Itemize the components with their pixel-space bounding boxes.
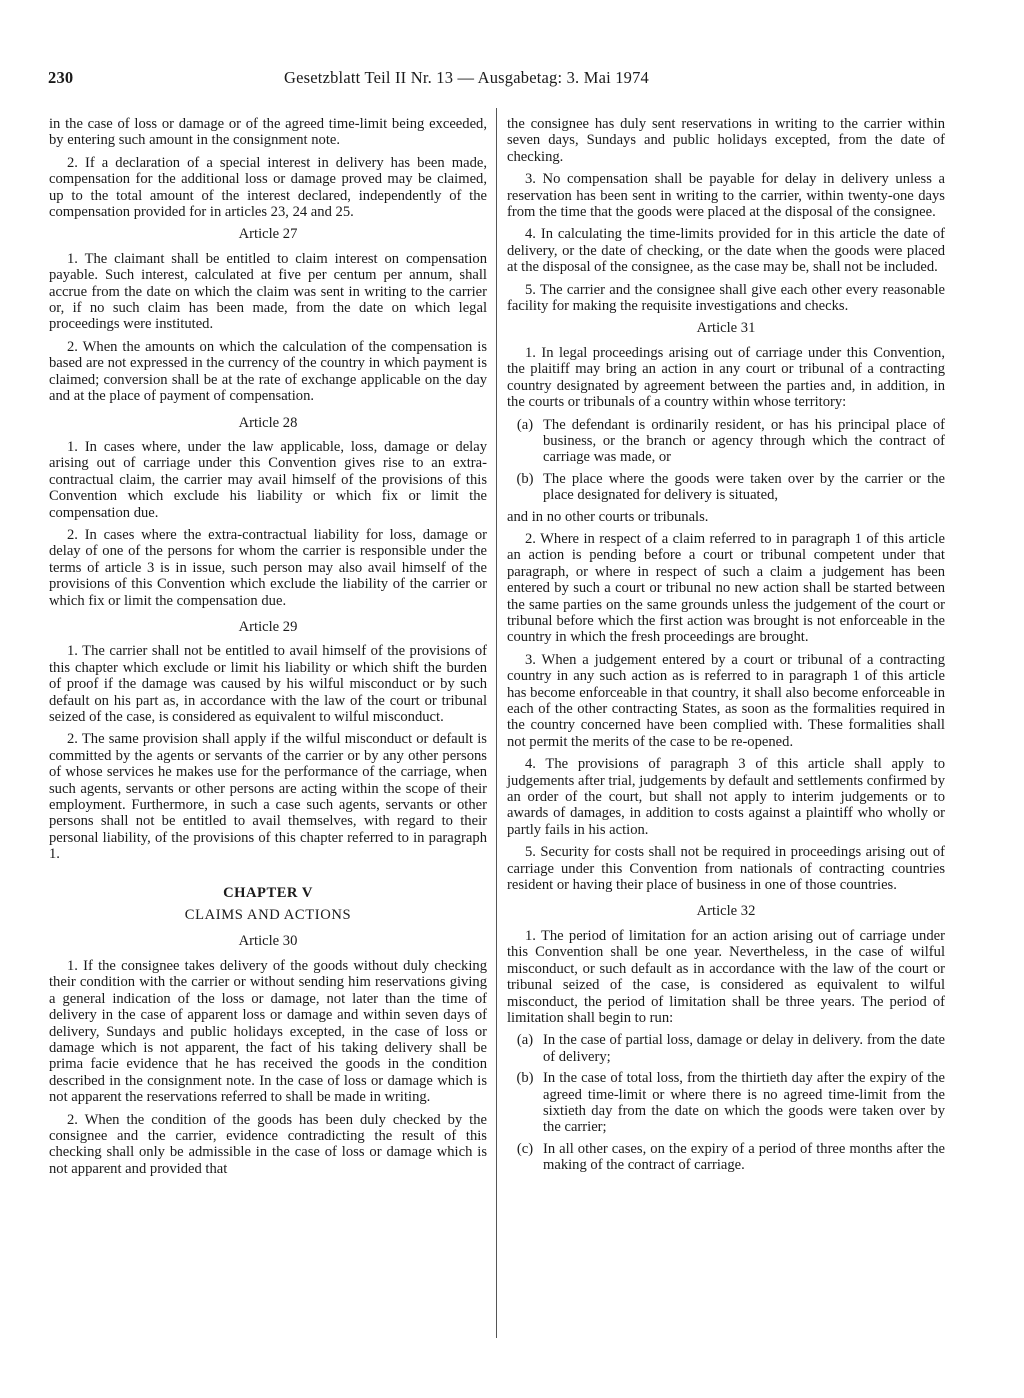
paragraph: 5. The carrier and the consignee shall give each other every reasonable facility for making the requisite investigations and checks. [507, 281, 945, 315]
list-text: In the case of total loss, from the thirtieth day after the expiry of the agreed time-limit or where there is no agreed time-limit from the sixtieth day from the date on which the goods were taken over by the carrier; [543, 1070, 945, 1136]
paragraph: 1. The carrier shall not be entitled to avail himself of the provisions of this chapter which exclude or limit his liability or which shift the burden of proof if the damage was caused by his wilful misconduct or by such default on his part as, in accordance with the law of the court or tribunal seized of the case, is considered as equivalent to wilful misconduct. [49, 643, 487, 725]
paragraph: 5. Security for costs shall not be required in proceedings arising out of carriage under this Convention from nationals of contracting countries resident or having their place of business in one of those countries. [507, 844, 945, 894]
paragraph: 1. In cases where, under the law applicable, loss, damage or delay arising out of carriage under this Convention gives rise to an extra-contractual claim, the carrier may avail himself of the provisions of this Convention which exclude his liability or which fix or limit the compensation due. [49, 438, 487, 521]
paragraph: 1. The period of limitation for an action arising out of carriage under this Convention shall be one year. Nevertheless, in the case of wilful misconduct, or such default as in accordance with the law of the court or tribunal seized of the case, is considered as equivalent to wilful misconduct, the period of limitation shall be three years. The period of limitation shall begin to run: [507, 927, 945, 1026]
paragraph: 2. The same provision shall apply if the wilful misconduct or default is committed by the agents or servants of the carrier or by any other persons of whose services he makes use for the performance of the carriage, when such agents, servants or other persons are acting within the scope of their employment. Furthermore, in such a case such agents, servants or other persons shall not be entitled to avail themselves, with regard to their personal liability, of the provisions of this chapter referred to in paragraph 1. [49, 731, 487, 863]
running-title: Gesetzblatt Teil II Nr. 13 — Ausgabetag: 3. Mai 1974 [284, 68, 649, 87]
article-heading: Article 28 [238, 414, 298, 431]
left-column [49, 116, 487, 1183]
list-item [507, 1141, 945, 1174]
column-divider [496, 108, 497, 1338]
list-label: (a) [516, 416, 534, 433]
list-label: (c) [516, 1140, 534, 1157]
paragraph: 4. The provisions of paragraph 3 of this article shall apply to judgements after trial, judgements by default and settlements confirmed by an order of the court, but shall not apply to interim judgements or to awards of damages, in addition to costs against a plaintiff who wholly or partly fails in his action. [507, 756, 945, 838]
article-heading: Article 30 [238, 933, 298, 950]
list-label: (a) [516, 1032, 534, 1049]
list-text: In all other cases, on the expiry of a period of three months after the making of the contract of carriage. [543, 1140, 945, 1174]
paragraph: 2. When the condition of the goods has been duly checked by the consignee and the carrier, evidence contradicting the result of this checking shall only be admissible in the case of loss or damage which is not apparent and provided that [49, 1111, 487, 1177]
page-header [48, 68, 972, 92]
paragraph: 1. If the consignee takes delivery of the goods without duly checking their condition with the carrier or without sending him reservations giving a general indication of the loss or damage, not later than the time of delivery in the case of apparent loss or damage and within seven days of delivery, Sundays and public holidays excepted, in the case of loss or damage which is not apparent, the fact of his taking delivery shall be prima facie evidence that he has received the goods in the condition described in the consignment note. In the case of loss or damage which is not apparent the reservations referred to shall be made in writing. [49, 957, 487, 1106]
paragraph: 2. In cases where the extra-contractual liability for loss, damage or delay of one of the persons for whom the carrier is responsible under the terms of article 3 is in issue, such person may also avail himself of the provisions of this Convention which exclude the liability of the carrier or which fix or limit the compensation due. [49, 526, 487, 609]
paragraph: 3. No compensation shall be payable for delay in delivery unless a reservation has been sent in writing to the carrier, within twenty-one days from the time that the goods were placed at the disposal of the consignee. [507, 171, 945, 221]
page-number: 230 [48, 68, 74, 87]
list-item [507, 1070, 945, 1136]
paragraph: and in no other courts or tribunals. [507, 508, 709, 525]
paragraph: 2. If a declaration of a special interest in delivery has been made, compensation for the additional loss or damage proved may be claimed, up to the total amount of the interest declared, independently of the compensation provided for in articles 23, 24 and 25. [49, 154, 487, 221]
list-label: (b) [516, 1070, 534, 1087]
list-text: The place where the goods were taken over by the carrier or the place designated for delivery is situated, [543, 470, 945, 504]
right-column [507, 116, 945, 1179]
list-item [507, 417, 945, 466]
paragraph: in the case of loss or damage or of the agreed time-limit being exceeded, by entering such amount in the consignment note. [49, 116, 487, 149]
chapter-title: CLAIMS AND ACTIONS [184, 907, 352, 924]
list-item [507, 1032, 945, 1065]
list-text: In the case of partial loss, damage or delay in delivery. from the date of delivery; [543, 1032, 945, 1065]
paragraph: 3. When a judgement entered by a court or tribunal of a contracting country in any such action as is referred to in paragraph 1 of this article has become enforceable in that country, it shall also become enforceable in each of the other contracting States, as soon as the formalities required in the country concerned have been complied with. These formalities shall not permit the merits of the case to be re-opened. [507, 651, 945, 750]
paragraph: 2. Where in respect of a claim referred to in paragraph 1 of this article an action is pending before a court or tribunal competent under that paragraph, or where in respect of such a claim a judgement has been entered by such a court or tribunal no new action shall be started between the same parties on the same grounds unless the judgement of the court or tribunal before which the first action was brought is not enforceable in the country in which the fresh proceedings are brought. [507, 530, 945, 646]
article-heading: Article 27 [238, 226, 298, 243]
paragraph: 4. In calculating the time-limits provided for in this article the date of delivery, or the date of checking, or the date when the goods were placed at the disposal of the consignee, as the case may be, shall not be included. [507, 226, 945, 276]
paragraph: 2. When the amounts on which the calculation of the compensation is based are not expressed in the currency of the country in which payment is claimed; conversion shall be at the rate of exchange applicable on the day and at the place of payment of compensation. [49, 338, 487, 405]
paragraph: the consignee has duly sent reservations in writing to the carrier within seven days, Sundays and public holidays excepted, from the date of checking. [507, 116, 945, 165]
article-heading: Article 32 [696, 903, 756, 920]
list-item [507, 471, 945, 504]
paragraph: 1. The claimant shall be entitled to claim interest on compensation payable. Such interest, calculated at five per centum per annum, shall accrue from the date on which the claim was sent in writing to the carrier or, if no such claim has been made, from the date on which legal proceedings were instituted. [49, 250, 487, 333]
article-heading: Article 29 [238, 618, 298, 635]
list-text: The defendant is ordinarily resident, or has his principal place of business, or the branch or agency through which the contract of carriage was made, or [543, 416, 945, 466]
paragraph: 1. In legal proceedings arising out of carriage under this Convention, the plaitiff may bring an action in any court or tribunal of a contracting country designated by agreement between the parties and, in addition, in the courts or tribunals of a country within whose territory: [507, 344, 945, 411]
chapter-heading: CHAPTER V [223, 884, 313, 901]
article-heading: Article 31 [696, 320, 756, 337]
list-label: (b) [516, 470, 534, 487]
